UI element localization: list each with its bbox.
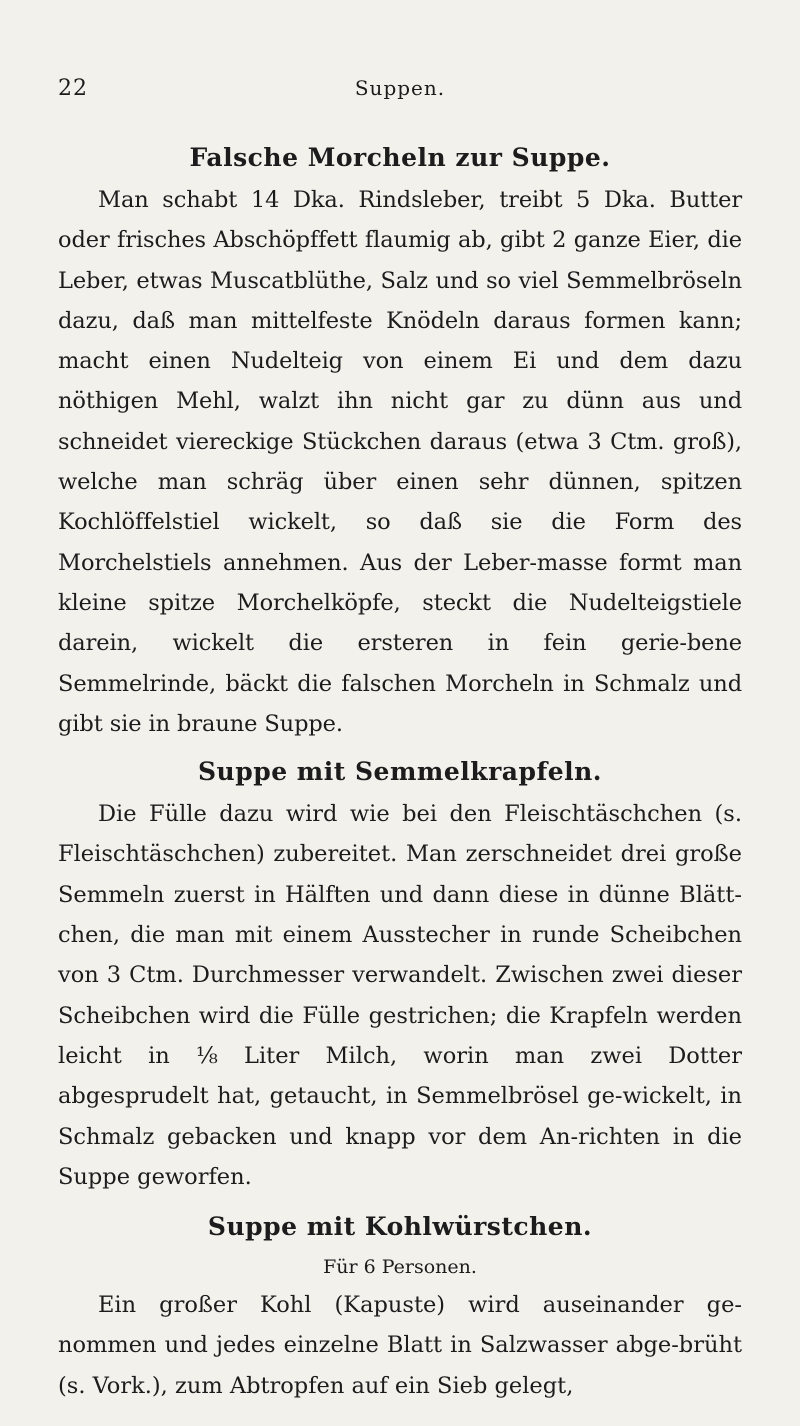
servings-note: Für 6 Personen.: [323, 1256, 477, 1279]
recipe-body: Die Fülle dazu wird wie bei den Fleischtäschchen (s. Fleischtäschchen) zubereitet. Man zerschneidet drei große Semmeln zuerst in Hälften und dann diese in dünne Blätt-chen, die man mit einem Ausstecher in runde Scheibchen von 3 Ctm. Durchmesser verwandelt. Zwischen zwei dieser Scheibchen wird die Fülle gestrichen; die Krapfeln werden leicht in ⅛ Liter Milch, worin man zwei Dotter abgesprudelt hat, getaucht, in Semmelbrösel ge-wickelt, in Schmalz gebacken und knapp vor dem An-richten in die Suppe geworfen.: [58, 801, 742, 1190]
recipe-title: Falsche Morcheln zur Suppe.: [189, 143, 611, 172]
recipe-suppe-kohlwuerstchen: [58, 1205, 742, 1406]
recipe-title: Suppe mit Kohlwürstchen.: [207, 1212, 593, 1242]
recipe-suppe-semmelkrapfeln: [58, 750, 742, 1197]
running-title: Suppen.: [354, 76, 446, 100]
recipe-falsche-morcheln: [58, 136, 742, 744]
page-content: [58, 136, 742, 1406]
running-head: [58, 76, 742, 104]
recipe-title: Suppe mit Semmelkrapfeln.: [198, 757, 602, 787]
recipe-body: Ein großer Kohl (Kapuste) wird auseinander ge-nommen und jedes einzelne Blatt in Salzwasser abge-brüht (s. Vork.), zum Abtropfen auf ein Sieb gelegt,: [58, 1292, 742, 1399]
recipe-body: Man schabt 14 Dka. Rindsleber, treibt 5 Dka. Butter oder frisches Abschöpffett flaumig ab, gibt 2 ganze Eier, die Leber, etwas Muscatblüthe, Salz und so viel Semmelbröseln dazu, daß man mittelfeste Knödeln daraus formen kann; macht einen Nudelteig von einem Ei und dem dazu nöthigen Mehl, walzt ihn nicht gar zu dünn aus und schneidet viereckige Stückchen daraus (etwa 3 Ctm. groß), welche man schräg über einen sehr dünnen, spitzen Kochlöffelstiel wickelt, so daß sie die Form des Morchelstiels annehmen. Aus der Leber-masse formt man kleine spitze Morchelköpfe, steckt die Nudelteigstiele darein, wickelt die ersteren in fein gerie-bene Semmelrinde, bäckt die falschen Morcheln in Schmalz und gibt sie in braune Suppe.: [58, 187, 742, 737]
page-number: 22: [58, 76, 88, 101]
